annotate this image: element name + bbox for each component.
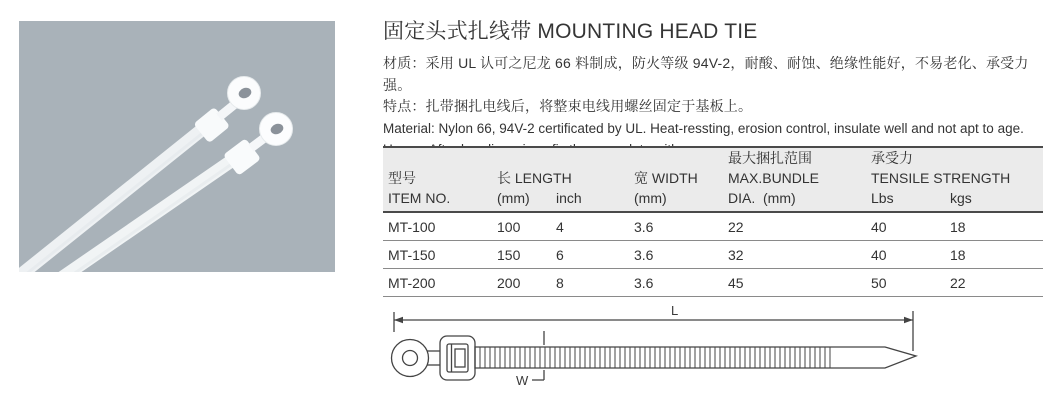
description-feature-cn: 特点：扎带捆扎电线后，将整束电线用螺丝固定于基板上。 — [383, 98, 753, 114]
cell-length-mm: 100 — [497, 218, 521, 235]
cell-bundle-dia: 32 — [728, 246, 744, 263]
header-bundle-dia: DIA. (mm) — [728, 190, 796, 206]
cell-width-mm: 3.6 — [634, 246, 654, 263]
cell-length-inch: 8 — [556, 274, 564, 291]
header-max-bundle: 最大捆扎范围 MAX.BUNDLE DIA. (mm) — [723, 148, 866, 214]
header-item-no: 型号 ITEM NO. — [388, 170, 451, 206]
header-width: 宽 WIDTH (mm) — [629, 148, 723, 214]
cell-length-mm: 150 — [497, 246, 521, 263]
cell-length-inch: 4 — [556, 218, 564, 235]
cell-item: MT-100 — [388, 218, 436, 235]
cell-width-mm: 3.6 — [634, 218, 654, 235]
header-tensile-kgs: kgs — [950, 190, 972, 206]
product-photo — [19, 21, 335, 272]
diagram-width-label: W — [516, 373, 529, 388]
cell-bundle-dia: 22 — [728, 218, 744, 235]
diagram-length-label: L — [671, 303, 679, 318]
header-length: 长 LENGTH (mm) inch — [492, 148, 629, 214]
spec-table — [383, 146, 1043, 297]
page-title: 固定头式扎线带 MOUNTING HEAD TIE — [383, 20, 758, 43]
cell-length-inch: 6 — [556, 246, 564, 263]
cell-kgs: 18 — [950, 218, 966, 235]
cell-bundle-dia: 45 — [728, 274, 744, 291]
cell-lbs: 40 — [871, 246, 887, 263]
header-tensile-lbs: Lbs — [871, 190, 894, 206]
cell-width-mm: 3.6 — [634, 274, 654, 291]
product-description — [383, 53, 1055, 160]
cell-lbs: 50 — [871, 274, 887, 291]
header-tensile-strength: 承受力 TENSILE STRENGTH Lbs kgs — [866, 148, 1043, 214]
description-material-en: Material: Nylon 66, 94V-2 certificated by UL. Heat-ressting, erosion control, insulate well and not apt to age. — [383, 120, 1024, 136]
table-row — [383, 213, 1043, 241]
cell-length-mm: 200 — [497, 274, 521, 291]
cell-kgs: 18 — [950, 246, 966, 263]
header-length-mm: (mm) — [497, 190, 530, 206]
header-length-inch: inch — [556, 190, 582, 206]
technical-drawing — [383, 301, 1043, 406]
spec-table-header — [383, 146, 1043, 213]
cell-kgs: 22 — [950, 274, 966, 291]
header-width-mm: (mm) — [634, 190, 667, 206]
cell-item: MT-150 — [388, 246, 436, 263]
table-row — [383, 269, 1043, 297]
description-material-cn: 材质：采用 UL 认可之尼龙 66 料制成，防火等级 94V-2，耐酸、耐蚀、绝缘性能好，不易老化、承受力强。 — [383, 55, 1029, 93]
table-row — [383, 241, 1043, 269]
cell-item: MT-200 — [388, 274, 436, 291]
cable-ties-photo-illustration — [19, 21, 335, 272]
cell-lbs: 40 — [871, 218, 887, 235]
